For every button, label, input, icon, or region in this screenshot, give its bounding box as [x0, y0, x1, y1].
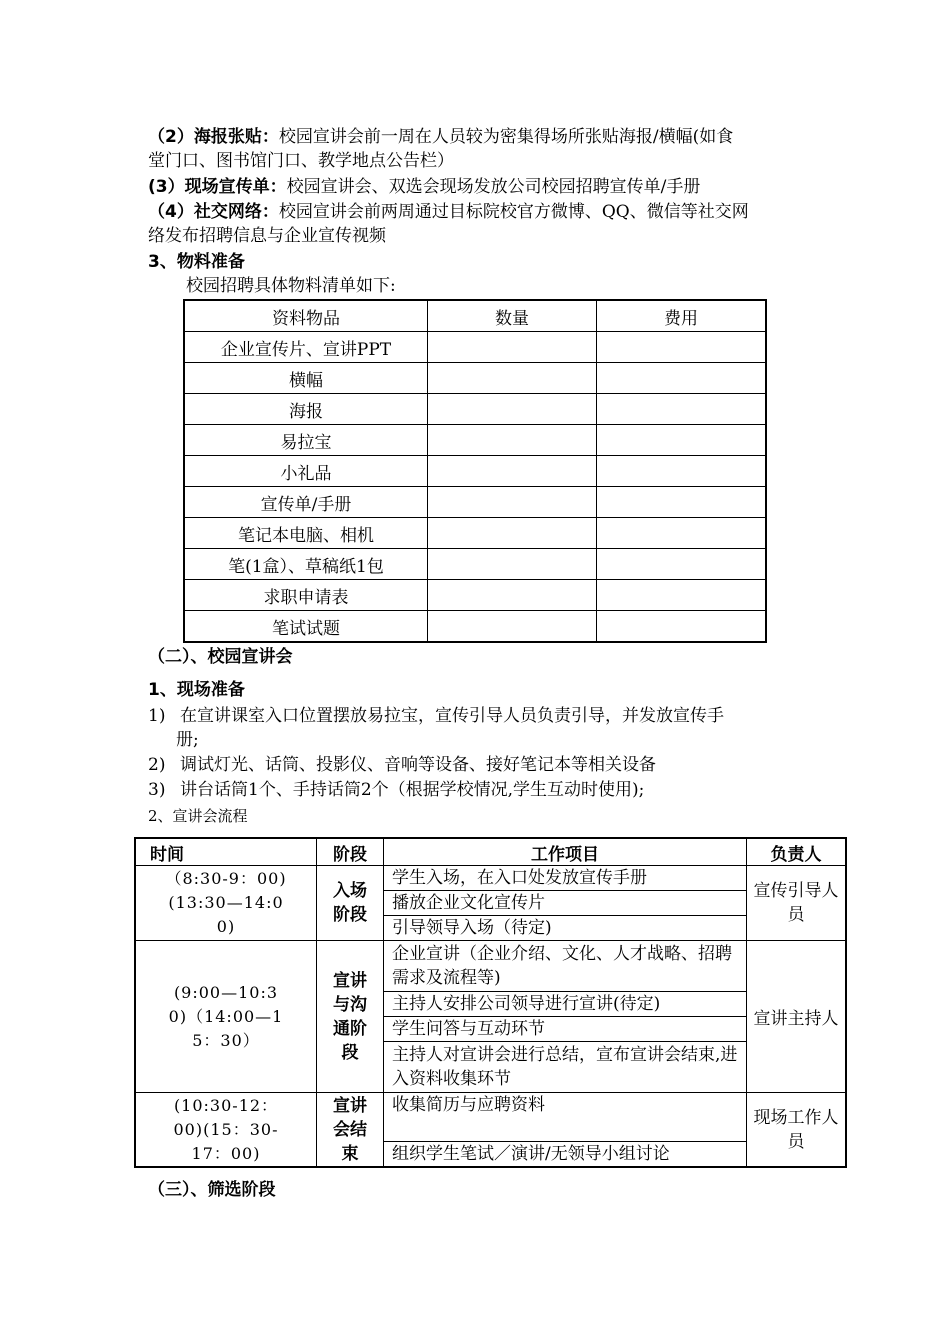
material-cost — [597, 425, 767, 456]
materials-header-item: 资料物品 — [184, 300, 428, 332]
prep-title: 1、现场准备 — [148, 680, 245, 700]
prep-item-text: 调试灯光、话筒、投影仪、音响等设备、接好笔记本等相关设备 — [180, 755, 656, 775]
material-qty — [428, 456, 597, 487]
social-text-line1: 校园宣讲会前两周通过目标院校官方微博、QQ、微信等社交网 — [278, 202, 749, 222]
flow-header-row — [135, 838, 846, 866]
flow-item: 播放企业文化宣传片 — [384, 891, 747, 916]
flow-header-time: 时间 — [135, 838, 317, 866]
materials-header-qty: 数量 — [428, 300, 597, 332]
flow-item: 学生问答与互动环节 — [384, 1017, 747, 1042]
material-name: 笔(1盒）、草稿纸1包 — [184, 549, 428, 580]
flow-item: 收集简历与应聘资料 — [384, 1093, 747, 1142]
flow-table — [134, 837, 847, 1168]
poster-label: （2）海报张贴： — [148, 127, 279, 147]
table-row — [184, 487, 766, 518]
prep-item-text: 在宣讲课室入口位置摆放易拉宝，宣传引导人员负责引导，并发放宣传手 — [180, 706, 724, 726]
table-row — [184, 549, 766, 580]
section3-title: 3、物料准备 — [148, 252, 245, 272]
paragraph-poster — [148, 125, 733, 149]
material-name: 海报 — [184, 394, 428, 425]
material-qty — [428, 363, 597, 394]
flow-time: （8:30-9：00) (13:30—14:0 0) — [135, 866, 317, 941]
flow-header-stage: 阶段 — [317, 838, 384, 866]
flow-item: 主持人安排公司领导进行宣讲(待定) — [384, 992, 747, 1017]
material-name: 宣传单/手册 — [184, 487, 428, 518]
table-row — [184, 363, 766, 394]
flow-item: 学生入场，在入口处发放宣传手册 — [384, 866, 747, 891]
paragraph-social — [148, 200, 749, 224]
flow-header-owner: 负责人 — [747, 838, 847, 866]
flow-stage: 入场 阶段 — [317, 866, 384, 941]
prep-item-text: 讲台话筒1个、手持话筒2个（根据学校情况,学生互动时使用); — [180, 780, 645, 800]
material-name: 笔记本电脑、相机 — [184, 518, 428, 549]
prep-item-2 — [148, 753, 656, 777]
prep-item-text-cont: 册; — [176, 730, 199, 750]
table-row — [184, 580, 766, 611]
material-cost — [597, 580, 767, 611]
flow-item: 引导领导入场（待定) — [384, 916, 747, 941]
flow-time: (10:30-12： 00)(15：30- 17：00) — [135, 1093, 317, 1168]
material-cost — [597, 332, 767, 363]
material-name: 横幅 — [184, 363, 428, 394]
material-qty — [428, 549, 597, 580]
table-row — [135, 866, 846, 891]
flow-time: (9:00—10:3 0)（14:00—1 5：30） — [135, 941, 317, 1093]
materials-header-row — [184, 300, 766, 332]
flow-stage: 宣讲 会结 束 — [317, 1093, 384, 1168]
part3-title: （三）、筛选阶段 — [148, 1180, 276, 1200]
material-qty — [428, 332, 597, 363]
social-text-line2: 络发布招聘信息与企业宣传视频 — [148, 226, 386, 246]
material-qty — [428, 487, 597, 518]
table-row — [135, 1093, 846, 1142]
flow-owner: 宣传引导人 员 — [747, 866, 847, 941]
table-row — [184, 425, 766, 456]
flow-stage: 宣讲 与沟 通阶 段 — [317, 941, 384, 1093]
social-label: （4）社交网络： — [148, 202, 279, 222]
materials-table — [183, 299, 767, 643]
prep-item-num: 3) — [148, 780, 166, 800]
table-row — [135, 941, 846, 992]
material-cost — [597, 363, 767, 394]
material-name: 小礼品 — [184, 456, 428, 487]
material-cost — [597, 456, 767, 487]
material-cost — [597, 611, 767, 643]
prep-item-num: 2) — [148, 755, 166, 775]
material-name: 企业宣传片、宣讲PPT — [184, 332, 428, 363]
flow-title: 2、宣讲会流程 — [148, 807, 248, 825]
material-qty — [428, 580, 597, 611]
table-row — [184, 518, 766, 549]
materials-intro: 校园招聘具体物料清单如下: — [186, 276, 396, 296]
material-cost — [597, 549, 767, 580]
material-qty — [428, 394, 597, 425]
table-row — [184, 611, 766, 643]
material-name: 易拉宝 — [184, 425, 428, 456]
paragraph-flyer — [148, 175, 700, 199]
table-row — [184, 394, 766, 425]
flow-owner: 现场工作人 员 — [747, 1093, 847, 1168]
material-qty — [428, 518, 597, 549]
materials-header-cost: 费用 — [597, 300, 767, 332]
prep-item-1 — [148, 704, 724, 752]
flyer-text: 校园宣讲会、双选会现场发放公司校园招聘宣传单/手册 — [286, 177, 701, 197]
flow-item: 主持人对宣讲会进行总结，宣布宣讲会结束,进入资料收集环节 — [384, 1042, 747, 1093]
prep-item-num: 1) — [148, 706, 166, 726]
poster-text-line2: 堂门口、图书馆门口、教学地点公告栏） — [148, 151, 454, 171]
flow-item: 企业宣讲（企业介绍、文化、人才战略、招聘需求及流程等) — [384, 941, 747, 992]
table-row — [184, 332, 766, 363]
material-qty — [428, 611, 597, 643]
material-cost — [597, 487, 767, 518]
table-row — [184, 456, 766, 487]
material-qty — [428, 425, 597, 456]
flow-header-items: 工作项目 — [384, 838, 747, 866]
flyer-label: (3）现场宣传单： — [148, 177, 287, 197]
flow-item: 组织学生笔试／演讲/无领导小组讨论 — [384, 1142, 747, 1168]
flow-owner: 宣讲主持人 — [747, 941, 847, 1093]
material-cost — [597, 518, 767, 549]
material-cost — [597, 394, 767, 425]
poster-text-line1: 校园宣讲会前一周在人员较为密集得场所张贴海报/横幅(如食 — [278, 127, 734, 147]
material-name: 求职申请表 — [184, 580, 428, 611]
material-name: 笔试试题 — [184, 611, 428, 643]
prep-item-3 — [148, 778, 644, 802]
part2-title: （二）、校园宣讲会 — [148, 647, 293, 667]
